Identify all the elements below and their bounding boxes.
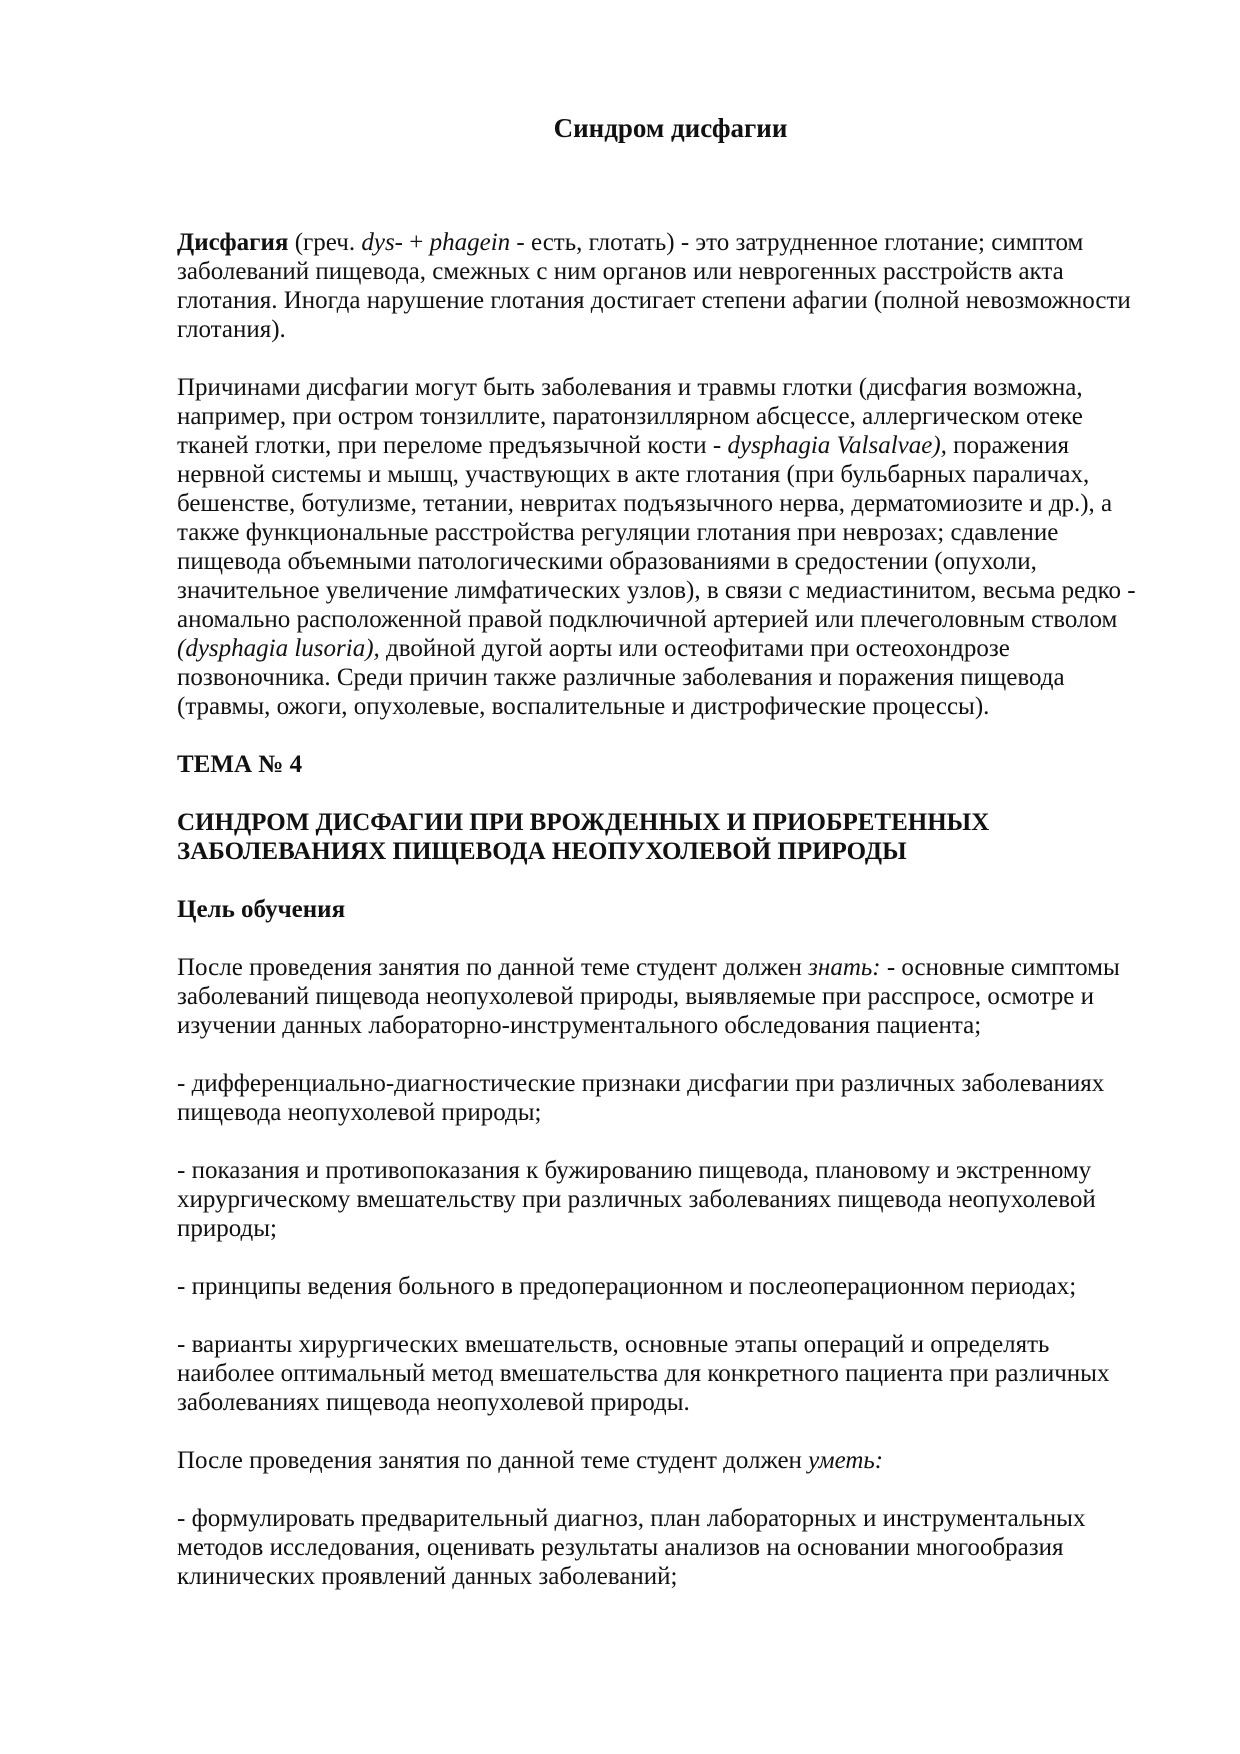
intro-text: +: [403, 229, 430, 256]
topic-title-line-1: СИНДРОМ ДИСФАГИИ ПРИ ВРОЖДЕННЫХ И ПРИОБРЕТЕННЫХ: [177, 809, 990, 836]
know-text: - основные симптомы заболеваний пищевода неопухолевой природы, выявляемые при расспросе, осмотре и изучении данных лабораторно-инструментального обследования пациента;: [177, 954, 1120, 1039]
list-item: - дифференциально-диагностические признаки дисфагии при различных заболеваниях пищевода неопухолевой природы;: [177, 1070, 1105, 1126]
page-title: Синдром дисфагии: [553, 113, 788, 143]
intro-paragraph: [177, 228, 1152, 344]
intro-text: - есть, глотать) - это затрудненное глотание; симптом заболеваний пищевода, смежных с ним органов или неврогенных расстройств акта глотания. Иногда нарушение глотания достигает степени афагии (полной невозможности глотания).: [177, 229, 1131, 343]
list-item: - показания и противопоказания к бужированию пищевода, плановому и экстренному хирургическому вмешательству при различных заболеваниях пищевода неопухолевой природы;: [177, 1157, 1096, 1242]
topic-number: ТЕМА № 4: [177, 751, 303, 778]
intro-latin-phagein: phagein: [429, 229, 511, 256]
able-keyword: уметь:: [808, 1447, 884, 1474]
topic-title-line-2: ЗАБОЛЕВАНИЯХ ПИЩЕВОДА НЕОПУХОЛЕВОЙ ПРИРОДЫ: [177, 838, 907, 865]
able-text: После проведения занятия по данной теме студент должен: [177, 1447, 809, 1474]
document-page: [177, 112, 1152, 1591]
causes-latin-lusoria: (dysphagia lusoria),: [177, 635, 380, 662]
intro-text: (греч.: [288, 229, 362, 256]
list-item: - формулировать предварительный диагноз, план лабораторных и инструментальных методов исследования, оценивать результаты анализов на основании многообразия клинических проявлений данных заболеваний;: [177, 1505, 1086, 1590]
term-dysphagia: Дисфагия: [177, 229, 289, 256]
topic-title: [177, 808, 1152, 866]
causes-text: Причинами дисфагии могут быть заболевания и травмы глотки (дисфагия возможна, например, при остром тонзиллите, паратонзиллярном абсцессе, аллергическом отеке тканей глотки, при переломе предъязычной кости -: [177, 374, 1083, 459]
goal-heading: Цель обучения: [177, 896, 346, 923]
know-paragraph: [177, 953, 1152, 1040]
causes-paragraph: [177, 373, 1152, 721]
list-item: - принципы ведения больного в предоперационном и послеоперационном периодах;: [177, 1273, 1077, 1300]
list-item: - варианты хирургических вмешательств, основные этапы операций и определять наиболее оптимальный метод вмешательства для конкретного пациента при различных заболеваниях пищевода неопухолевой природы.: [177, 1331, 1110, 1416]
causes-text: поражения нервной системы и мышц, участвующих в акте глотания (при бульбарных параличах, бешенстве, ботулизме, тетании, невритах подъязычного нерва, дерматомиозите и др.), а также функциональные расстройства регуляции глотания при неврозах; сдавление пищевода объемными патологическими образованиями в средостении (опухоли, значительное увеличение лимфатических узлов), в связи с медиастинитом, весьма редко - аномально расположенной правой подключичной артерией или плечеголовным стволом: [177, 432, 1136, 633]
causes-latin-valsalvae: dysphagia Valsalvae),: [727, 432, 947, 459]
know-keyword: знать:: [808, 954, 881, 981]
able-paragraph: [177, 1446, 1152, 1475]
know-text: После проведения занятия по данной теме студент должен: [177, 954, 809, 981]
causes-text: двойной дугой аорты или остеофитами при остеохондрозе позвоночника. Среди причин также различные заболевания и поражения пищевода (травмы, ожоги, опухолевые, воспалительные и дистрофические процессы).: [177, 635, 1065, 720]
intro-latin-dys: dys-: [361, 229, 403, 256]
